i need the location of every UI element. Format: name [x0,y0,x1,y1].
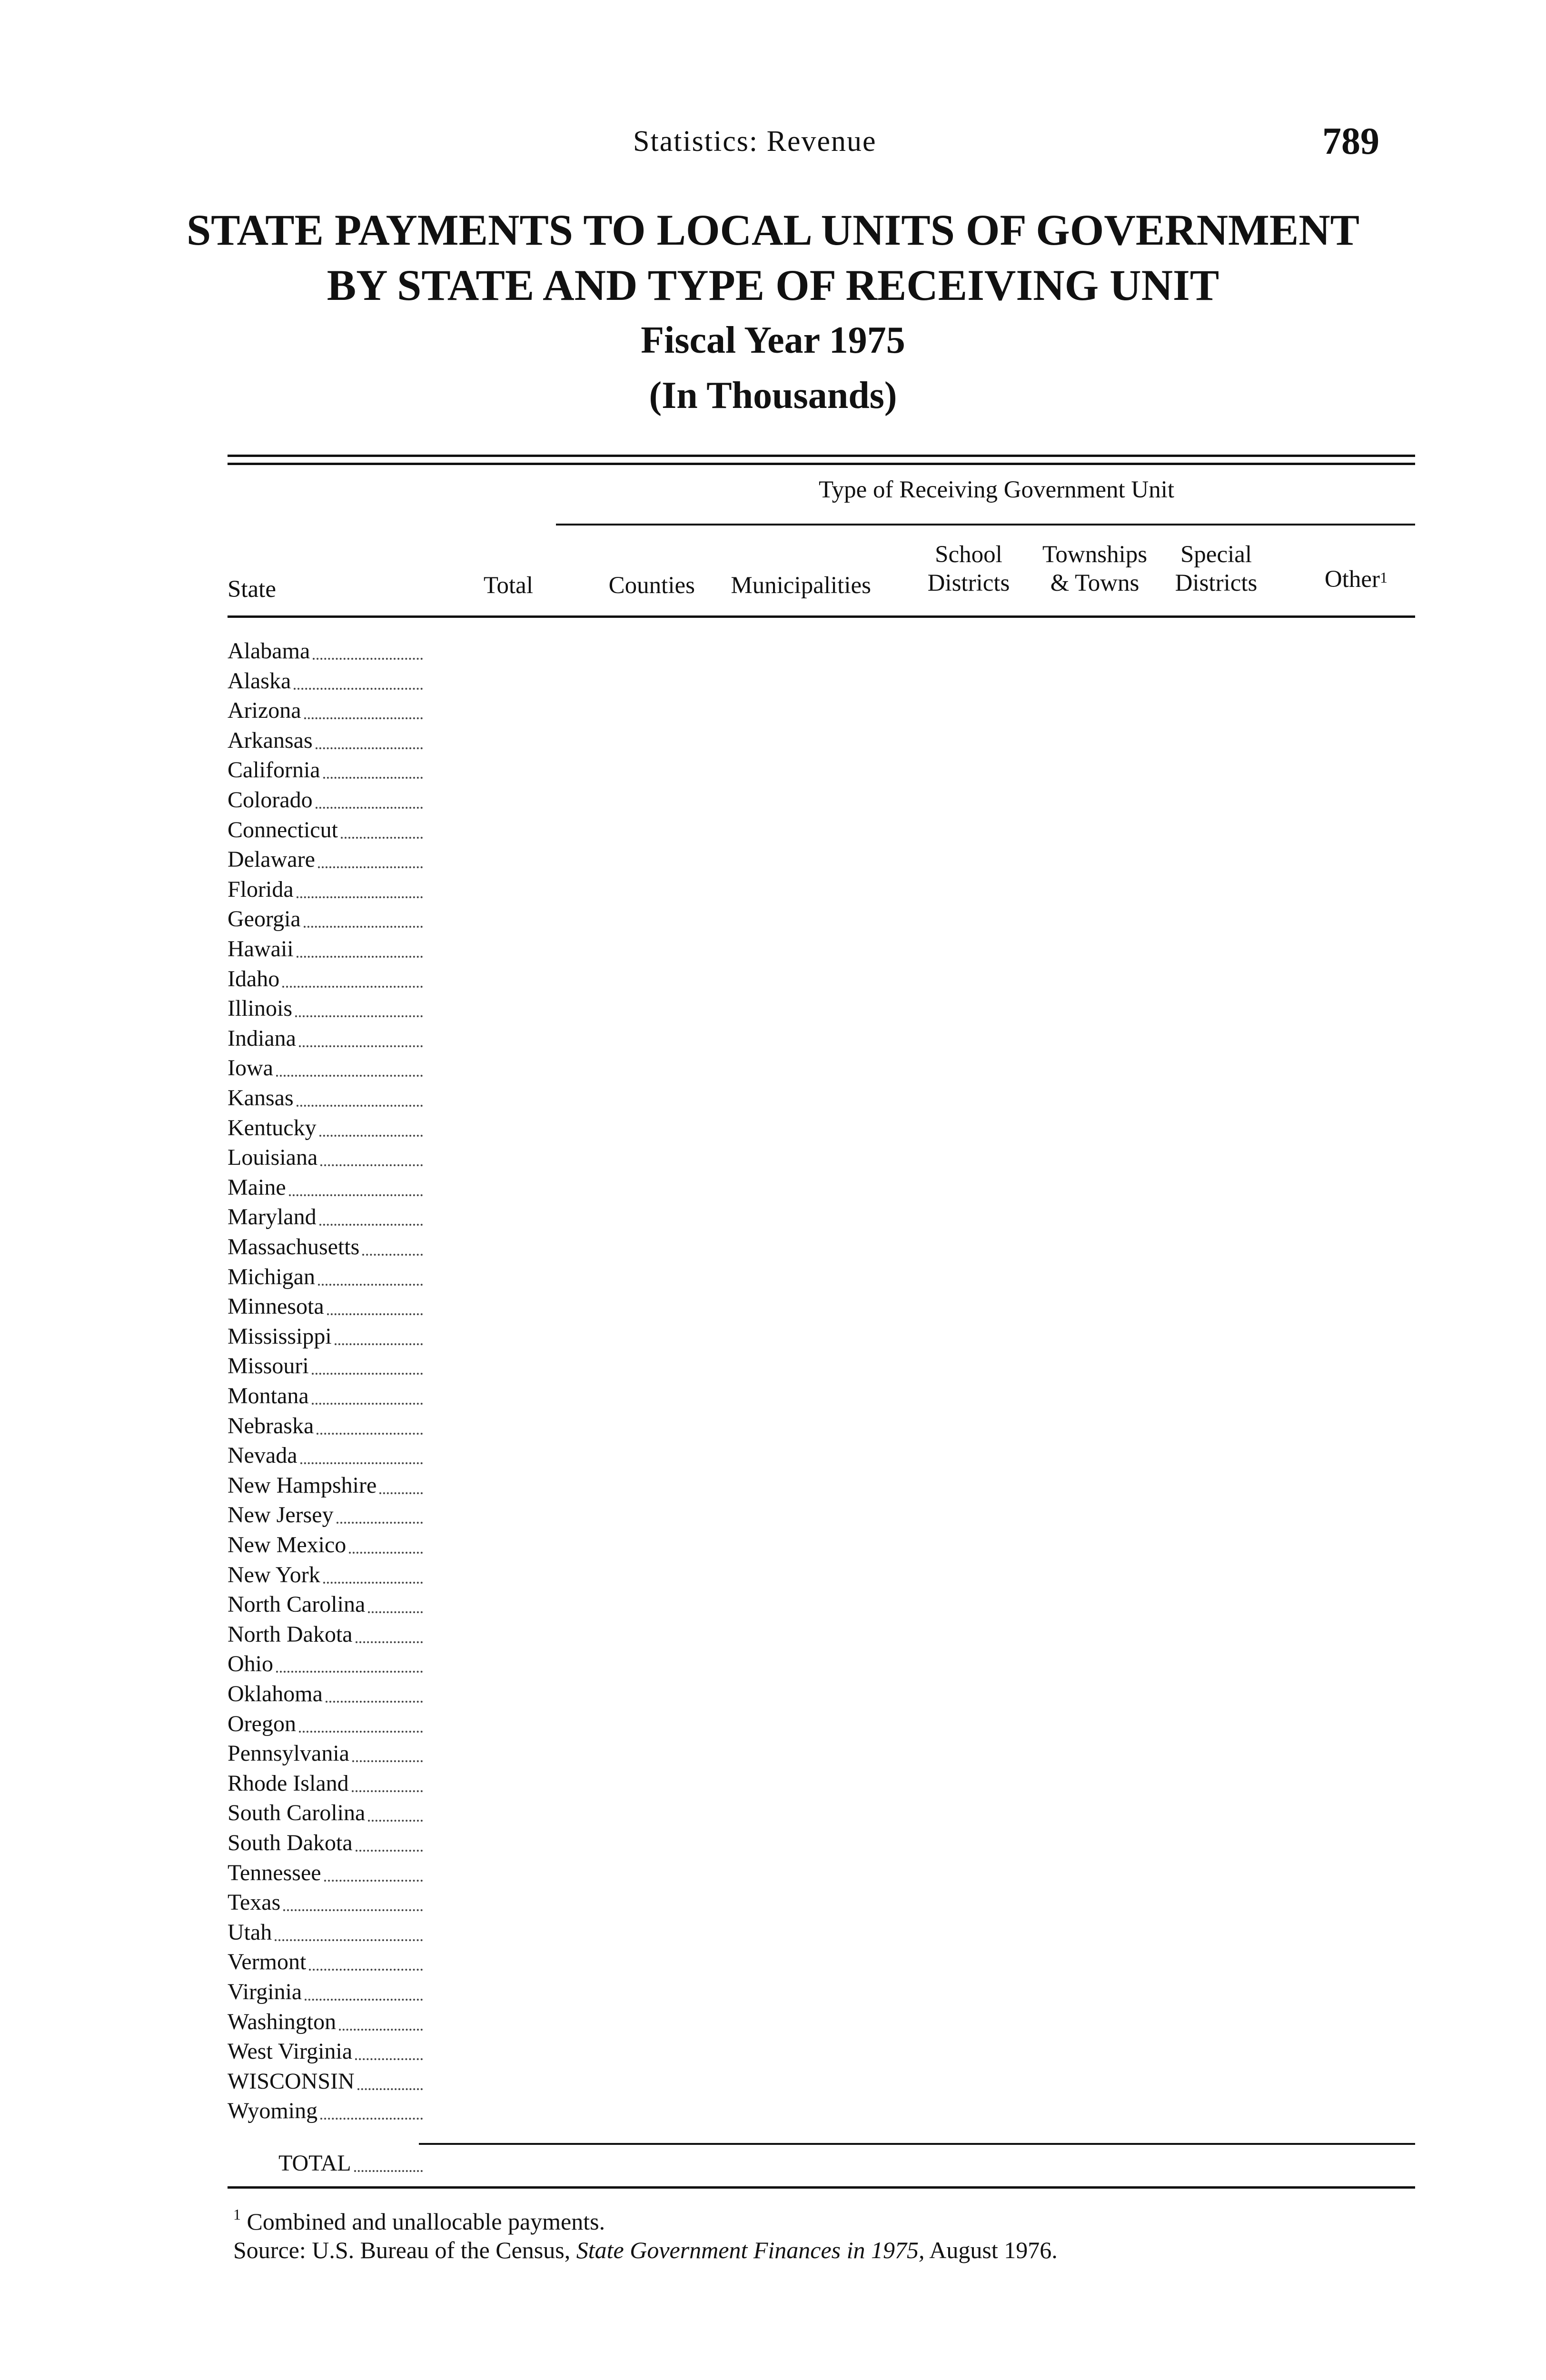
state-name: Michigan [228,1264,315,1289]
state-name: Nevada [228,1443,297,1468]
state-name: Ohio [228,1651,273,1676]
header-school-districts [907,540,1031,597]
dot-leader [352,1790,423,1792]
header-other [1285,565,1387,594]
dot-leader [297,956,423,958]
state-name: Florida [228,877,294,902]
header-special-districts [1159,540,1273,597]
dot-leader [299,1045,423,1047]
dot-leader [318,866,423,868]
dot-leader [309,1969,423,1971]
dot-leader [305,1999,423,2001]
source-suffix: August 1976. [929,2237,1058,2263]
header-other-footnote-mark: 1 [1380,569,1387,586]
dot-leader [324,1880,423,1882]
dot-leader [379,1492,423,1494]
dot-leader [320,1164,423,1166]
state-name: Indiana [228,1026,296,1051]
dot-leader [282,986,423,988]
state-name: Massachusetts [228,1234,360,1259]
dot-leader [299,1731,423,1733]
state-name: New Jersey [228,1502,334,1527]
state-name: Mississippi [228,1324,332,1349]
state-name: Nebraska [228,1413,314,1438]
dot-leader [335,1343,423,1345]
dot-leader [316,807,423,809]
dot-leader [319,1135,423,1137]
dot-leader [300,1462,423,1464]
header-school-line-1: School [935,541,1002,568]
state-name: Minnesota [228,1294,324,1319]
header-municipalities: Municipalities [731,572,871,599]
dot-leader [304,926,423,928]
dot-leader [297,1105,423,1107]
state-name: New Hampshire [228,1473,377,1498]
state-name: South Carolina [228,1800,366,1825]
table-title [0,202,1546,423]
dot-leader [339,2029,423,2031]
dot-leader [295,1015,423,1017]
header-other-label: Other [1324,566,1380,593]
state-name: Georgia [228,906,301,932]
header-state: State [228,576,276,603]
top-rule-1 [228,455,1415,457]
state-name: North Dakota [228,1622,353,1647]
state-name: South Dakota [228,1830,353,1855]
source-prefix: Source: U.S. Bureau of the Census, [233,2237,571,2263]
header-rule [228,615,1415,618]
title-line-2: BY STATE AND TYPE OF RECEIVING UNIT [327,261,1219,309]
dot-leader [320,2118,423,2120]
dot-leader [341,837,423,839]
state-name: Montana [228,1383,309,1408]
state-name: California [228,757,320,783]
dot-leader [297,896,423,898]
state-name: Kentucky [228,1115,317,1140]
dot-leader [276,1075,423,1077]
state-name: North Carolina [228,1592,366,1617]
top-rule-2 [228,463,1415,465]
dot-leader [352,1760,423,1762]
header-townships-line-2: & Towns [1050,570,1140,596]
header-school-line-2: Districts [927,570,1010,596]
dot-leader [304,717,423,719]
dot-leader [312,1403,423,1405]
footnote-mark: 1 [233,2206,241,2223]
state-name: Alabama [228,638,310,664]
state-name: Arizona [228,698,301,723]
state-name: Wyoming [228,2098,318,2123]
dot-leader [368,1611,423,1613]
source-note [233,2236,1058,2264]
state-name: Maryland [228,1204,317,1230]
dot-leader [312,1373,423,1375]
footnote-text: Combined and unallocable payments. [247,2208,605,2235]
state-name: Washington [228,2009,337,2034]
dot-leader [319,1224,423,1226]
dot-leader [294,688,423,690]
state-name: Louisiana [228,1145,318,1170]
dot-leader [327,1313,423,1315]
dot-leader [368,1820,423,1822]
state-name: Alaska [228,668,291,694]
state-name: Idaho [228,966,280,992]
dot-leader [276,1671,423,1673]
dot-leader [323,777,423,779]
state-name: Texas [228,1890,281,1915]
dot-leader [283,1909,423,1911]
state-name: Oregon [228,1711,296,1736]
group-header-rule [556,524,1415,526]
total-top-rule [419,2143,1415,2145]
state-name: New Mexico [228,1532,347,1557]
title-line-4: (In Thousands) [649,375,897,416]
total-bottom-rule [228,2186,1415,2189]
state-name: WISCONSIN [228,2069,355,2094]
dot-leader [317,1433,423,1435]
dot-leader [323,1582,423,1584]
header-townships-line-1: Townships [1042,541,1148,568]
state-name: Colorado [228,787,313,813]
dot-leader [275,1939,423,1941]
state-name: Vermont [228,1949,307,1974]
state-name: Maine [228,1175,286,1200]
header-special-line-2: Districts [1175,570,1258,596]
state-name: Tennessee [228,1860,321,1885]
state-name: Kansas [228,1085,294,1111]
state-name: Illinois [228,996,293,1021]
dot-leader [357,2088,423,2090]
state-name: West Virginia [228,2039,353,2064]
state-name: Rhode Island [228,1771,349,1796]
dot-leader [354,2170,423,2172]
title-line-1: STATE PAYMENTS TO LOCAL UNITS OF GOVERNMENT [186,206,1360,254]
dot-leader [356,1850,423,1852]
running-head: Statistics: Revenue [633,125,877,158]
state-name: New York [228,1562,320,1587]
header-special-line-1: Special [1180,541,1252,568]
state-name: Utah [228,1920,272,1945]
state-name: Missouri [228,1353,309,1378]
state-name: Arkansas [228,728,313,753]
state-name: Oklahoma [228,1681,323,1706]
dot-leader [355,2058,423,2060]
header-total: Total [483,572,533,599]
state-name: Connecticut [228,817,338,843]
dot-leader [362,1254,423,1256]
dot-leader [326,1701,423,1703]
footnote-1 [233,2208,605,2235]
total-label: TOTAL [278,2151,351,2176]
state-name: Hawaii [228,936,294,962]
dot-leader [356,1641,423,1643]
state-name: Delaware [228,847,315,872]
page-number: 789 [1322,120,1379,162]
dot-leader [337,1522,423,1524]
header-townships-towns [1028,540,1161,597]
state-name: Iowa [228,1055,273,1081]
dot-leader [289,1194,423,1196]
dot-leader [349,1552,423,1554]
state-name: Pennsylvania [228,1741,349,1766]
state-name: Virginia [228,1979,302,2004]
dot-leader [316,747,423,749]
source-title: State Government Finances in 1975, [576,2237,925,2263]
title-line-3: Fiscal Year 1975 [641,319,905,361]
dot-leader [313,658,423,660]
group-header: Type of Receiving Government Unit [819,476,1175,503]
header-counties: Counties [608,572,695,599]
dot-leader [318,1284,423,1286]
